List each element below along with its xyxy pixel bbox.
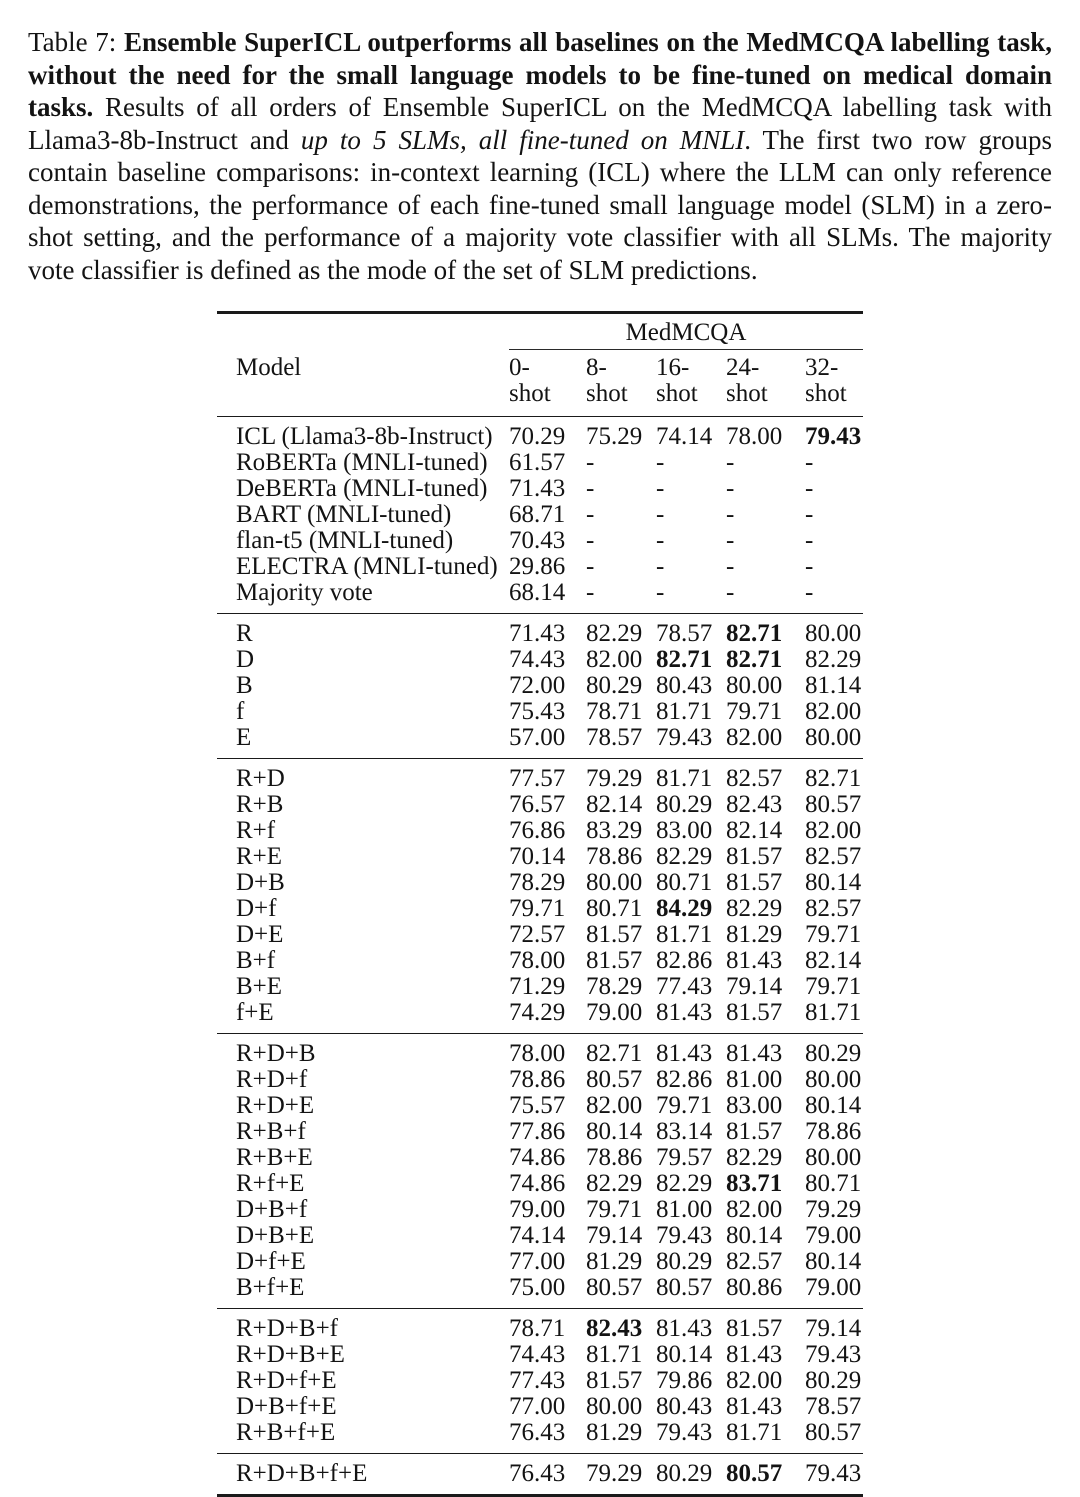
score-cell: 79.43 [804, 423, 862, 450]
score-cell: 81.57 [585, 921, 643, 948]
score-cell: - [725, 553, 735, 580]
score-cell: 79.29 [804, 1196, 862, 1223]
score-cell: 78.29 [585, 973, 643, 1000]
paper-page [0, 26, 1080, 1487]
model-name: E [235, 724, 252, 751]
score-cell: 77.00 [508, 1393, 566, 1420]
row-group-3 [217, 759, 863, 1034]
table-row [217, 1342, 863, 1368]
score-cell: 79.00 [804, 1274, 862, 1301]
table-row [217, 673, 863, 699]
model-name: ICL (Llama3-8b-Instruct) [235, 423, 493, 450]
score-cell: 74.29 [508, 999, 566, 1026]
score-cell: 81.57 [725, 1118, 783, 1145]
score-cell: 83.00 [725, 1092, 783, 1119]
table-row [217, 844, 863, 870]
model-name: R [235, 620, 253, 647]
model-name: R+D+B+E [235, 1341, 345, 1368]
score-cell: 81.57 [725, 999, 783, 1026]
score-cell: 76.43 [508, 1460, 566, 1487]
score-cell: 68.14 [508, 579, 566, 606]
model-name: f [235, 698, 245, 725]
table-row [217, 450, 863, 476]
row-group-2 [217, 614, 863, 759]
score-cell: 83.00 [655, 817, 713, 844]
score-cell: 80.71 [655, 869, 713, 896]
table-caption [28, 26, 1052, 286]
score-cell: 81.43 [725, 947, 783, 974]
score-cell: 76.57 [508, 791, 566, 818]
score-cell: 80.29 [655, 1460, 713, 1487]
score-cell: - [804, 579, 814, 606]
score-cell: 81.29 [725, 921, 783, 948]
row-group-1 [217, 417, 863, 614]
score-cell: 80.71 [804, 1170, 862, 1197]
table-row [217, 1119, 863, 1145]
score-cell: 80.86 [725, 1274, 783, 1301]
score-cell: 82.00 [725, 1367, 783, 1394]
model-name: D+B+f [235, 1196, 308, 1223]
corner-cell [217, 313, 509, 350]
score-cell: 81.71 [585, 1341, 643, 1368]
score-cell: 79.14 [804, 1315, 862, 1342]
table-row [217, 1394, 863, 1420]
score-cell: 78.71 [508, 1315, 566, 1342]
score-cell: 82.29 [725, 895, 783, 922]
score-cell: 77.57 [508, 765, 566, 792]
score-cell: 81.14 [804, 672, 862, 699]
score-cell: 82.71 [585, 1040, 643, 1067]
score-cell: 79.43 [804, 1460, 862, 1487]
dataset-header-row [217, 313, 863, 350]
score-cell: - [655, 527, 665, 554]
score-cell: 80.43 [655, 1393, 713, 1420]
score-cell: 82.00 [585, 1092, 643, 1119]
score-cell: - [725, 501, 735, 528]
score-cell: 74.86 [508, 1144, 566, 1171]
score-cell: 82.29 [585, 620, 643, 647]
score-cell: - [725, 579, 735, 606]
score-cell: 79.00 [508, 1196, 566, 1223]
score-cell: 78.00 [725, 423, 783, 450]
score-cell: 77.86 [508, 1118, 566, 1145]
score-cell: 70.43 [508, 527, 566, 554]
score-cell: - [585, 553, 595, 580]
model-name: R+D+f [235, 1066, 308, 1093]
table-row [217, 699, 863, 725]
score-cell: 79.29 [585, 765, 643, 792]
model-name: DeBERTa (MNLI-tuned) [235, 475, 488, 502]
score-cell: 81.43 [655, 999, 713, 1026]
score-cell: 72.57 [508, 921, 566, 948]
score-cell: 82.00 [725, 1196, 783, 1223]
model-name: R+D+B+f [235, 1315, 338, 1342]
score-cell: 82.71 [655, 646, 713, 673]
score-cell: 82.29 [585, 1170, 643, 1197]
score-cell: 83.29 [585, 817, 643, 844]
score-cell: - [585, 501, 595, 528]
score-cell: 79.14 [585, 1222, 643, 1249]
model-name: R+B+f [235, 1118, 306, 1145]
score-cell: 80.14 [804, 1248, 862, 1275]
table-row [217, 896, 863, 922]
score-cell: 79.43 [655, 1222, 713, 1249]
score-cell: 78.29 [508, 869, 566, 896]
table-row [217, 1067, 863, 1093]
score-cell: 80.00 [725, 672, 783, 699]
score-cell: - [725, 475, 735, 502]
score-cell: 82.29 [804, 646, 862, 673]
score-cell: 71.43 [508, 620, 566, 647]
score-cell: 80.14 [804, 869, 862, 896]
score-cell: 80.29 [585, 672, 643, 699]
score-cell: 71.29 [508, 973, 566, 1000]
score-cell: 80.14 [585, 1118, 643, 1145]
score-cell: 80.57 [804, 791, 862, 818]
table-row [217, 818, 863, 844]
table-row [217, 1420, 863, 1454]
score-cell: 82.29 [655, 1170, 713, 1197]
score-cell: 79.00 [804, 1222, 862, 1249]
table-row [217, 1171, 863, 1197]
score-cell: 79.86 [655, 1367, 713, 1394]
col-header-24-shot: 24- shot [725, 354, 768, 407]
table-row [217, 554, 863, 580]
score-cell: 70.29 [508, 423, 566, 450]
score-cell: 82.29 [655, 843, 713, 870]
score-cell: 81.57 [585, 1367, 643, 1394]
score-cell: 57.00 [508, 724, 566, 751]
score-cell: - [655, 449, 665, 476]
score-cell: - [655, 501, 665, 528]
score-cell: - [804, 527, 814, 554]
score-cell: 29.86 [508, 553, 566, 580]
score-cell: 82.57 [804, 895, 862, 922]
score-cell: 68.71 [508, 501, 566, 528]
score-cell: 82.29 [725, 1144, 783, 1171]
model-name: B [235, 672, 253, 699]
score-cell: - [804, 449, 814, 476]
model-name: D [235, 646, 255, 673]
score-cell: 81.71 [725, 1419, 783, 1446]
score-cell: 78.86 [585, 1144, 643, 1171]
score-cell: 79.14 [725, 973, 783, 1000]
table-row [217, 1275, 863, 1309]
score-cell: 82.71 [804, 765, 862, 792]
score-cell: 81.57 [585, 947, 643, 974]
caption-label: Table 7: [28, 27, 124, 57]
score-cell: 82.43 [585, 1315, 643, 1342]
model-name: D+B [235, 869, 285, 896]
model-name: B+f+E [235, 1274, 305, 1301]
caption-text-2: . The first two row groups contain baseline comparisons: in-context learning (ICL) where the LLM can only reference demonstrations, the performance of each fine-tuned small language model (SLM) in a zero-shot setting, and the performance of a majority vote classifier with all SLMs. The majority vote classifier is defined as the mode of the set of SLM predictions. [28, 124, 1052, 285]
score-cell: 75.00 [508, 1274, 566, 1301]
model-name: R+D+B [235, 1040, 316, 1067]
score-cell: - [725, 449, 735, 476]
table-row [217, 528, 863, 554]
score-cell: 78.86 [508, 1066, 566, 1093]
table-row [217, 647, 863, 673]
score-cell: 80.14 [804, 1092, 862, 1119]
score-cell: 80.29 [804, 1040, 862, 1067]
score-cell: 81.00 [655, 1196, 713, 1223]
score-cell: 79.71 [585, 1196, 643, 1223]
score-cell: 74.14 [655, 423, 713, 450]
score-cell: 81.00 [725, 1066, 783, 1093]
table-row [217, 1368, 863, 1394]
score-cell: - [585, 579, 595, 606]
score-cell: 79.71 [655, 1092, 713, 1119]
score-cell: 75.57 [508, 1092, 566, 1119]
score-cell: 74.43 [508, 1341, 566, 1368]
model-name: R+D+f+E [235, 1367, 337, 1394]
score-cell: 82.71 [725, 646, 783, 673]
score-cell: 78.57 [585, 724, 643, 751]
model-name: R+D+B+f+E [235, 1460, 368, 1487]
score-cell: 80.29 [655, 1248, 713, 1275]
score-cell: 80.29 [655, 791, 713, 818]
model-name: ELECTRA (MNLI-tuned) [235, 553, 498, 580]
model-name: R+E [235, 843, 283, 870]
score-cell: - [804, 475, 814, 502]
score-cell: 80.00 [804, 1066, 862, 1093]
score-cell: 75.43 [508, 698, 566, 725]
score-cell: - [655, 475, 665, 502]
score-cell: 81.43 [655, 1040, 713, 1067]
score-cell: 82.71 [725, 620, 783, 647]
model-name: RoBERTa (MNLI-tuned) [235, 449, 488, 476]
score-cell: 81.71 [655, 698, 713, 725]
table-row [217, 1000, 863, 1034]
table-row [217, 1034, 863, 1068]
score-cell: 81.57 [725, 1315, 783, 1342]
score-cell: 81.57 [725, 869, 783, 896]
score-cell: 80.57 [585, 1066, 643, 1093]
score-cell: 82.86 [655, 1066, 713, 1093]
model-name: D+f [235, 895, 277, 922]
score-cell: 80.14 [655, 1341, 713, 1368]
score-cell: 80.00 [804, 724, 862, 751]
score-cell: 77.43 [655, 973, 713, 1000]
score-cell: 84.29 [655, 895, 713, 922]
table-head [217, 313, 863, 417]
score-cell: 79.43 [655, 724, 713, 751]
score-cell: 82.00 [804, 817, 862, 844]
score-cell: 80.57 [655, 1274, 713, 1301]
table-row [217, 725, 863, 759]
score-cell: 80.43 [655, 672, 713, 699]
score-cell: 74.86 [508, 1170, 566, 1197]
score-cell: 79.57 [655, 1144, 713, 1171]
score-cell: 81.43 [725, 1393, 783, 1420]
dataset-header: MedMCQA [509, 313, 863, 350]
model-name: R+B [235, 791, 284, 818]
model-name: D+E [235, 921, 284, 948]
score-cell: - [585, 449, 595, 476]
score-cell: 78.57 [655, 620, 713, 647]
score-cell: 81.71 [655, 921, 713, 948]
table-row [217, 1223, 863, 1249]
col-header-0-shot: 0- shot [508, 354, 551, 407]
score-cell: 76.43 [508, 1419, 566, 1446]
score-cell: - [585, 475, 595, 502]
score-cell: 81.43 [655, 1315, 713, 1342]
score-cell: 78.86 [585, 843, 643, 870]
score-cell: 79.71 [804, 921, 862, 948]
score-cell: 82.57 [725, 1248, 783, 1275]
score-cell: 81.71 [655, 765, 713, 792]
table-row [217, 580, 863, 614]
score-cell: 81.57 [725, 843, 783, 870]
table-row [217, 870, 863, 896]
score-cell: 82.57 [725, 765, 783, 792]
score-cell: - [585, 527, 595, 554]
score-cell: 82.14 [585, 791, 643, 818]
score-cell: 82.43 [725, 791, 783, 818]
score-cell: 76.86 [508, 817, 566, 844]
model-name: R+B+f+E [235, 1419, 336, 1446]
score-cell: 71.43 [508, 475, 566, 502]
score-cell: 79.71 [508, 895, 566, 922]
score-cell: 78.57 [804, 1393, 862, 1420]
model-name: R+B+E [235, 1144, 313, 1171]
score-cell: 80.00 [804, 620, 862, 647]
score-cell: 81.43 [725, 1341, 783, 1368]
score-cell: 82.00 [585, 646, 643, 673]
results-table [217, 311, 863, 1497]
table-row [217, 1145, 863, 1171]
score-cell: 80.00 [804, 1144, 862, 1171]
score-cell: 78.00 [508, 1040, 566, 1067]
score-cell: 80.57 [804, 1419, 862, 1446]
score-cell: 80.29 [804, 1367, 862, 1394]
table-row [217, 759, 863, 793]
table-row [217, 922, 863, 948]
col-header-16-shot: 16- shot [655, 354, 698, 407]
col-header-8-shot: 8- shot [585, 354, 628, 407]
score-cell: 82.00 [804, 698, 862, 725]
model-name: R+D+E [235, 1092, 315, 1119]
table-row [217, 948, 863, 974]
table-row [217, 614, 863, 648]
table-row [217, 1249, 863, 1275]
score-cell: 72.00 [508, 672, 566, 699]
score-cell: 80.00 [585, 869, 643, 896]
score-cell: 81.43 [725, 1040, 783, 1067]
model-name: BART (MNLI-tuned) [235, 501, 452, 528]
table-row [217, 792, 863, 818]
score-cell: 78.86 [804, 1118, 862, 1145]
score-cell: 83.71 [725, 1170, 783, 1197]
table-row [217, 1197, 863, 1223]
score-cell: 79.71 [725, 698, 783, 725]
table-row [217, 974, 863, 1000]
table-row [217, 1093, 863, 1119]
model-name: flan-t5 (MNLI-tuned) [235, 527, 454, 554]
score-cell: 78.00 [508, 947, 566, 974]
score-cell: - [655, 553, 665, 580]
score-cell: 81.29 [585, 1419, 643, 1446]
model-name: R+f+E [235, 1170, 305, 1197]
score-cell: 80.57 [725, 1460, 783, 1487]
score-cell: 82.14 [804, 947, 862, 974]
model-name: R+D [235, 765, 285, 792]
score-cell: 83.14 [655, 1118, 713, 1145]
score-cell: 80.14 [725, 1222, 783, 1249]
row-group-5 [217, 1309, 863, 1454]
score-cell: 61.57 [508, 449, 566, 476]
caption-italic-text: up to 5 SLMs, all fine-tuned on MNLI [300, 124, 745, 155]
score-cell: 80.71 [585, 895, 643, 922]
score-cell: 79.71 [804, 973, 862, 1000]
score-cell: 80.00 [585, 1393, 643, 1420]
score-cell: 81.71 [804, 999, 862, 1026]
model-name: R+f [235, 817, 276, 844]
score-cell: 79.43 [804, 1341, 862, 1368]
model-name: Majority vote [235, 579, 373, 606]
score-cell: - [655, 579, 665, 606]
model-name: B+f [235, 947, 276, 974]
score-cell: - [725, 527, 735, 554]
row-group-4 [217, 1034, 863, 1309]
score-cell: 78.71 [585, 698, 643, 725]
score-cell: 80.57 [585, 1274, 643, 1301]
score-cell: 70.14 [508, 843, 566, 870]
score-cell: 74.43 [508, 646, 566, 673]
score-cell: 82.00 [725, 724, 783, 751]
score-cell: 74.14 [508, 1222, 566, 1249]
score-cell: 79.43 [655, 1419, 713, 1446]
score-cell: 82.86 [655, 947, 713, 974]
col-header-32-shot: 32- shot [804, 354, 847, 407]
table-row [217, 1309, 863, 1343]
score-cell: 75.29 [585, 423, 643, 450]
score-cell: 79.29 [585, 1460, 643, 1487]
row-group-6 [217, 1454, 863, 1496]
model-name: D+B+E [235, 1222, 315, 1249]
score-cell: 77.43 [508, 1367, 566, 1394]
score-cell: 82.57 [804, 843, 862, 870]
model-name: f+E [235, 999, 274, 1026]
score-cell: 81.29 [585, 1248, 643, 1275]
score-cell: - [804, 501, 814, 528]
caption-bold-text: Ensemble SuperICL outperforms all baselines on the MedMCQA labelling task, without the need for the small language models to be fine-tuned on medical domain tasks. [28, 27, 1053, 122]
table-row [217, 1454, 863, 1496]
model-column-header: Model [235, 353, 302, 381]
score-cell: 82.14 [725, 817, 783, 844]
model-name: D+B+f+E [235, 1393, 337, 1420]
score-cell: - [804, 553, 814, 580]
table-row [217, 502, 863, 528]
table-row [217, 476, 863, 502]
table-row [217, 417, 863, 451]
model-name: D+f+E [235, 1248, 306, 1275]
score-cell: 79.00 [585, 999, 643, 1026]
score-cell: 77.00 [508, 1248, 566, 1275]
caption-text-1: Results of all orders of Ensemble SuperICL on the MedMCQA labelling task with Llama3-8b-Instruct and [28, 92, 1052, 155]
model-name: B+E [235, 973, 283, 1000]
column-header-row [217, 350, 863, 417]
